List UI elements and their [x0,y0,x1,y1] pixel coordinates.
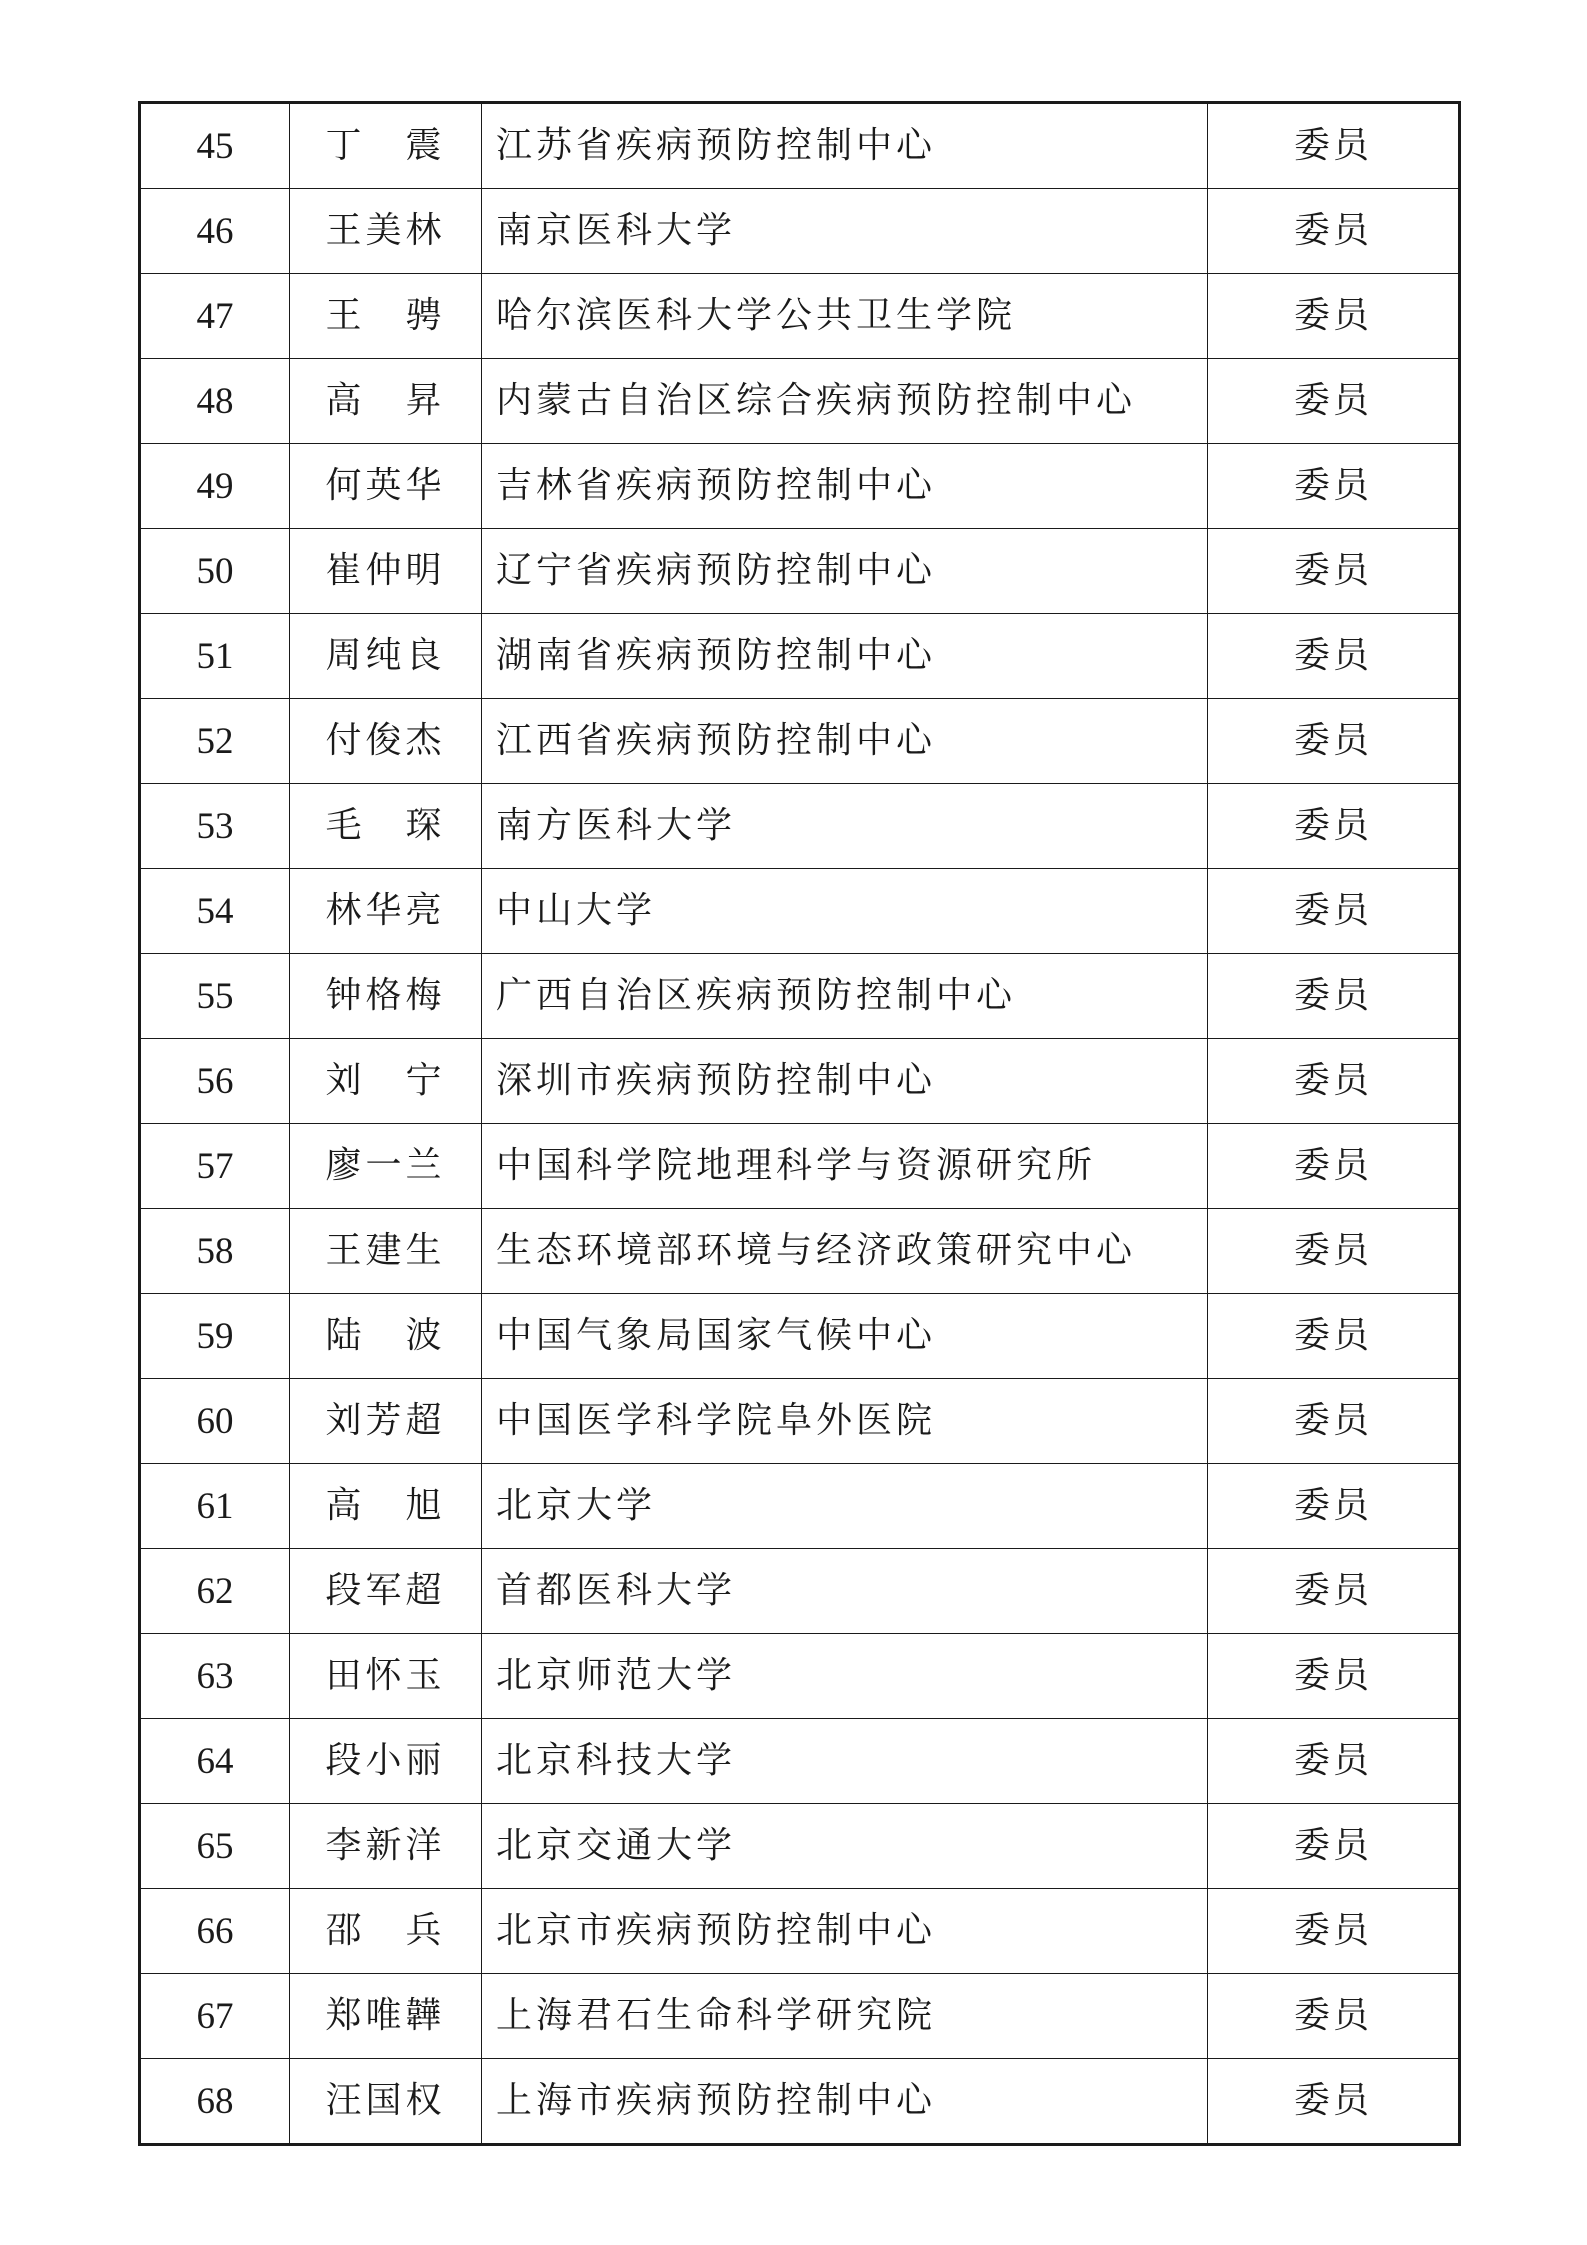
member-organization: 内蒙古自治区综合疾病预防控制中心 [482,359,1208,444]
table-row [140,529,1460,614]
table-row [140,1294,1460,1379]
table-row [140,1719,1460,1804]
member-name [290,1294,482,1379]
member-organization: 南方医科大学 [482,784,1208,869]
member-name [290,784,482,869]
table-row [140,784,1460,869]
table-row [140,1464,1460,1549]
member-name-text: 高旭 [325,1485,446,1526]
member-role: 委员 [1208,1124,1460,1209]
member-organization: 深圳市疾病预防控制中心 [482,1039,1208,1124]
table-row [140,1634,1460,1719]
member-name-text: 王骋 [325,295,446,336]
member-name [290,2059,482,2145]
row-number: 47 [140,274,290,359]
member-name-text: 王美林 [325,210,446,251]
member-organization: 上海君石生命科学研究院 [482,1974,1208,2059]
row-number: 46 [140,189,290,274]
member-role: 委员 [1208,1294,1460,1379]
member-name-text: 段军超 [325,1570,446,1611]
member-name-text: 钟格梅 [325,975,446,1016]
member-name [290,359,482,444]
member-organization: 中国气象局国家气候中心 [482,1294,1208,1379]
member-role: 委员 [1208,359,1460,444]
member-organization: 广西自治区疾病预防控制中心 [482,954,1208,1039]
table-row [140,103,1460,189]
member-role: 委员 [1208,103,1460,189]
member-role: 委员 [1208,1889,1460,1974]
member-role: 委员 [1208,1039,1460,1124]
member-role: 委员 [1208,1634,1460,1719]
member-role: 委员 [1208,529,1460,614]
member-table [138,101,1461,2146]
member-role: 委员 [1208,1209,1460,1294]
table-row [140,1039,1460,1124]
row-number: 54 [140,869,290,954]
row-number: 63 [140,1634,290,1719]
member-organization: 生态环境部环境与经济政策研究中心 [482,1209,1208,1294]
member-name-text: 汪国权 [325,2080,446,2121]
table-row [140,444,1460,529]
member-name [290,954,482,1039]
table-row [140,1209,1460,1294]
member-name [290,529,482,614]
row-number: 60 [140,1379,290,1464]
member-name-text: 毛琛 [325,805,446,846]
member-role: 委员 [1208,1549,1460,1634]
member-name [290,1039,482,1124]
member-name-text: 李新洋 [325,1825,446,1866]
member-name [290,1209,482,1294]
member-organization: 辽宁省疾病预防控制中心 [482,529,1208,614]
member-name [290,1719,482,1804]
member-name-text: 丁震 [325,125,446,166]
member-organization: 上海市疾病预防控制中心 [482,2059,1208,2145]
row-number: 56 [140,1039,290,1124]
member-organization: 江西省疾病预防控制中心 [482,699,1208,784]
member-name-text: 邵兵 [325,1910,446,1951]
member-name [290,1974,482,2059]
member-name-text: 廖一兰 [325,1145,446,1186]
member-name [290,1889,482,1974]
member-role: 委员 [1208,954,1460,1039]
member-name-text: 田怀玉 [325,1655,446,1696]
table-row [140,869,1460,954]
member-name [290,1124,482,1209]
member-role: 委员 [1208,274,1460,359]
table-row [140,1974,1460,2059]
member-organization: 中国科学院地理科学与资源研究所 [482,1124,1208,1209]
member-organization: 南京医科大学 [482,189,1208,274]
table-row [140,954,1460,1039]
member-name-text: 付俊杰 [325,720,446,761]
table-row [140,614,1460,699]
member-role: 委员 [1208,699,1460,784]
row-number: 53 [140,784,290,869]
member-role: 委员 [1208,444,1460,529]
member-role: 委员 [1208,869,1460,954]
member-organization: 中山大学 [482,869,1208,954]
table-row [140,699,1460,784]
member-name-text: 林华亮 [325,890,446,931]
member-name [290,103,482,189]
member-role: 委员 [1208,1464,1460,1549]
member-organization: 北京交通大学 [482,1804,1208,1889]
member-organization: 中国医学科学院阜外医院 [482,1379,1208,1464]
member-organization: 湖南省疾病预防控制中心 [482,614,1208,699]
row-number: 67 [140,1974,290,2059]
table-row [140,1804,1460,1889]
member-name [290,274,482,359]
table-row [140,2059,1460,2145]
member-role: 委员 [1208,784,1460,869]
member-name-text: 段小丽 [325,1740,446,1781]
member-name-text: 王建生 [325,1230,446,1271]
member-name-text: 周纯良 [325,635,446,676]
member-organization: 首都医科大学 [482,1549,1208,1634]
member-role: 委员 [1208,1974,1460,2059]
member-role: 委员 [1208,2059,1460,2145]
member-name [290,869,482,954]
member-role: 委员 [1208,1379,1460,1464]
table-row [140,1549,1460,1634]
row-number: 68 [140,2059,290,2145]
row-number: 62 [140,1549,290,1634]
member-name-text: 刘宁 [325,1060,446,1101]
member-name [290,1464,482,1549]
member-name [290,444,482,529]
member-name-text: 郑唯韡 [325,1995,446,2036]
member-name [290,614,482,699]
row-number: 61 [140,1464,290,1549]
table-row [140,274,1460,359]
member-name [290,1804,482,1889]
table-row [140,1379,1460,1464]
row-number: 45 [140,103,290,189]
member-organization: 北京师范大学 [482,1634,1208,1719]
member-role: 委员 [1208,1719,1460,1804]
member-role: 委员 [1208,189,1460,274]
member-name [290,189,482,274]
row-number: 65 [140,1804,290,1889]
table-row [140,189,1460,274]
table-row [140,1889,1460,1974]
member-name [290,1634,482,1719]
member-organization: 吉林省疾病预防控制中心 [482,444,1208,529]
row-number: 49 [140,444,290,529]
member-name-text: 崔仲明 [325,550,446,591]
row-number: 51 [140,614,290,699]
table-row [140,359,1460,444]
row-number: 52 [140,699,290,784]
member-role: 委员 [1208,614,1460,699]
member-organization: 哈尔滨医科大学公共卫生学院 [482,274,1208,359]
member-name [290,1379,482,1464]
row-number: 64 [140,1719,290,1804]
member-organization: 北京大学 [482,1464,1208,1549]
member-name [290,699,482,784]
row-number: 58 [140,1209,290,1294]
member-organization: 北京市疾病预防控制中心 [482,1889,1208,1974]
member-name-text: 何英华 [325,465,446,506]
row-number: 57 [140,1124,290,1209]
member-role: 委员 [1208,1804,1460,1889]
member-table-body [140,103,1460,2145]
member-name-text: 刘芳超 [325,1400,446,1441]
row-number: 59 [140,1294,290,1379]
row-number: 50 [140,529,290,614]
member-name-text: 陆波 [325,1315,446,1356]
table-row [140,1124,1460,1209]
row-number: 55 [140,954,290,1039]
row-number: 66 [140,1889,290,1974]
member-name-text: 高昇 [325,380,446,421]
member-organization: 北京科技大学 [482,1719,1208,1804]
member-organization: 江苏省疾病预防控制中心 [482,103,1208,189]
member-name [290,1549,482,1634]
row-number: 48 [140,359,290,444]
